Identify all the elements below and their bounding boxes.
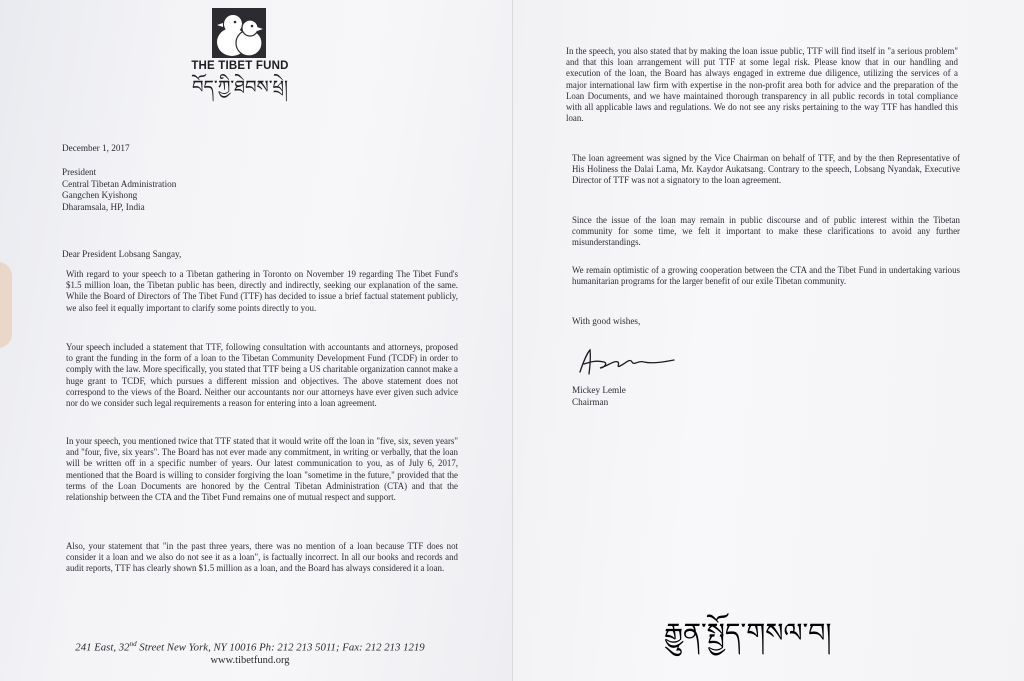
- footer-address: 241 East, 32nd Street New York, NY 10016 Ph: 212 213 5011; Fax: 212 213 1219: [75, 640, 425, 654]
- footer-website: www.tibetfund.org: [210, 655, 290, 666]
- paragraph: Your speech included a statement that TTF, following consultation with accountants and attorneys, proposed to grant the funding in the form of a loan to the Tibetan Community Development Fund (TCDF) in order to comply with the law. More specifically, you stated that TTF being a US charitable organization cannot make a huge grant to TCDF, which pursues a different mission and objectives. The above statement does not correspond to the views of the Board. Neither our accountants nor our attorneys have ever given such advice nor do we consider such legal requirements a reason for entering into a loan agreement.: [66, 342, 458, 409]
- paragraph: Since the issue of the loan may remain in public discourse and of public interest within the Tibetan community for some time, we felt it important to make these clarifications to avoid any further misunderstandings.: [572, 215, 960, 248]
- tibetan-caption: རྒྱུན་སྤྱོད་གསལ་བ།: [664, 618, 832, 649]
- closing: With good wishes,: [572, 316, 641, 326]
- signature-icon: [574, 346, 684, 378]
- paragraph: In your speech, you mentioned twice that TTF stated that it would write off the loan in "five, six, seven years" and "four, five, six years". The Board has not ever made any commitment, in writing or verbally, that the loan will be written off in a specific number of years. Our latest communication to you, as of July 6, 2017, mentioned that the Board is willing to consider forgiving the loan "sometime in the future," provided that the terms of the Loan Documents are honored by the Central Tibetan Administration (CTA) and that the relationship between the CTA and the Tibet Fund remains one of mutual respect and support.: [66, 436, 458, 503]
- paragraph: The loan agreement was signed by the Vice Chairman on behalf of TTF, and by the then Representative of His Holiness the Dalai Lama, Mr. Kaydor Aukatsang. Contrary to the speech, Lobsang Nyandak, Executive Director of TTF was not a signatory to the loan agreement.: [572, 153, 960, 186]
- recipient-line: Dharamsala, HP, India: [62, 201, 145, 212]
- paragraph: We remain optimistic of a growing cooperation between the CTA and the Tibet Fund in undertaking various humanitarian programs for the larger benefit of our exile Tibetan community.: [572, 265, 960, 287]
- org-name: THE TIBET FUND: [191, 60, 289, 72]
- letter-date: December 1, 2017: [62, 143, 130, 153]
- signer-title: Chairman: [572, 397, 609, 407]
- salutation: Dear President Lobsang Sangay,: [62, 249, 182, 259]
- thumb-shadow: [0, 262, 12, 348]
- two-birds-logo-icon: [212, 8, 266, 58]
- paragraph: In the speech, you also stated that by making the loan issue public, TTF will find itself in "a serious problem" and that this loan arrangement will put TTF at some legal risk. Please know that in our handling and execution of the loan, the Board has always engaged in extreme due diligence, utilizing the services of a major international law firm with expertise in the non-profit area both for advice and the preparation of the Loan Documents, and we have maintained thorough transparency in all public records in total compliance with all applicable laws and regulations. We do not see any risks pertaining to the way TTF has handled this loan.: [566, 46, 958, 124]
- recipient-address: [62, 167, 312, 213]
- recipient-line: Gangchen Kyishong: [62, 190, 138, 201]
- recipient-line: Central Tibetan Administration: [62, 178, 177, 189]
- paragraph: Also, your statement that "in the past three years, there was no mention of a loan because TTF does not consider it a loan and we also do not see it as a loan", is factually incorrect. In all our books and records and audit reports, TTF has clearly shown $1.5 million as a loan, and the Board has always considered it a loan.: [66, 541, 458, 574]
- paragraph: With regard to your speech to a Tibetan gathering in Toronto on November 19 regarding The Tibet Fund's $1.5 million loan, the Tibetan public has been, directly and indirectly, seeking our explanation of the same. While the Board of Directors of The Tibet Fund (TTF) has decided to issue a brief factual statement publicly, we also feel it equally important to clarify some points directly to you.: [66, 269, 458, 313]
- recipient-line: President: [62, 167, 97, 177]
- signer-name: Mickey Lemle: [572, 385, 626, 395]
- org-name-tibetan: བོད་ཀྱི་ཐེབས་ཕྲེ།: [191, 77, 289, 98]
